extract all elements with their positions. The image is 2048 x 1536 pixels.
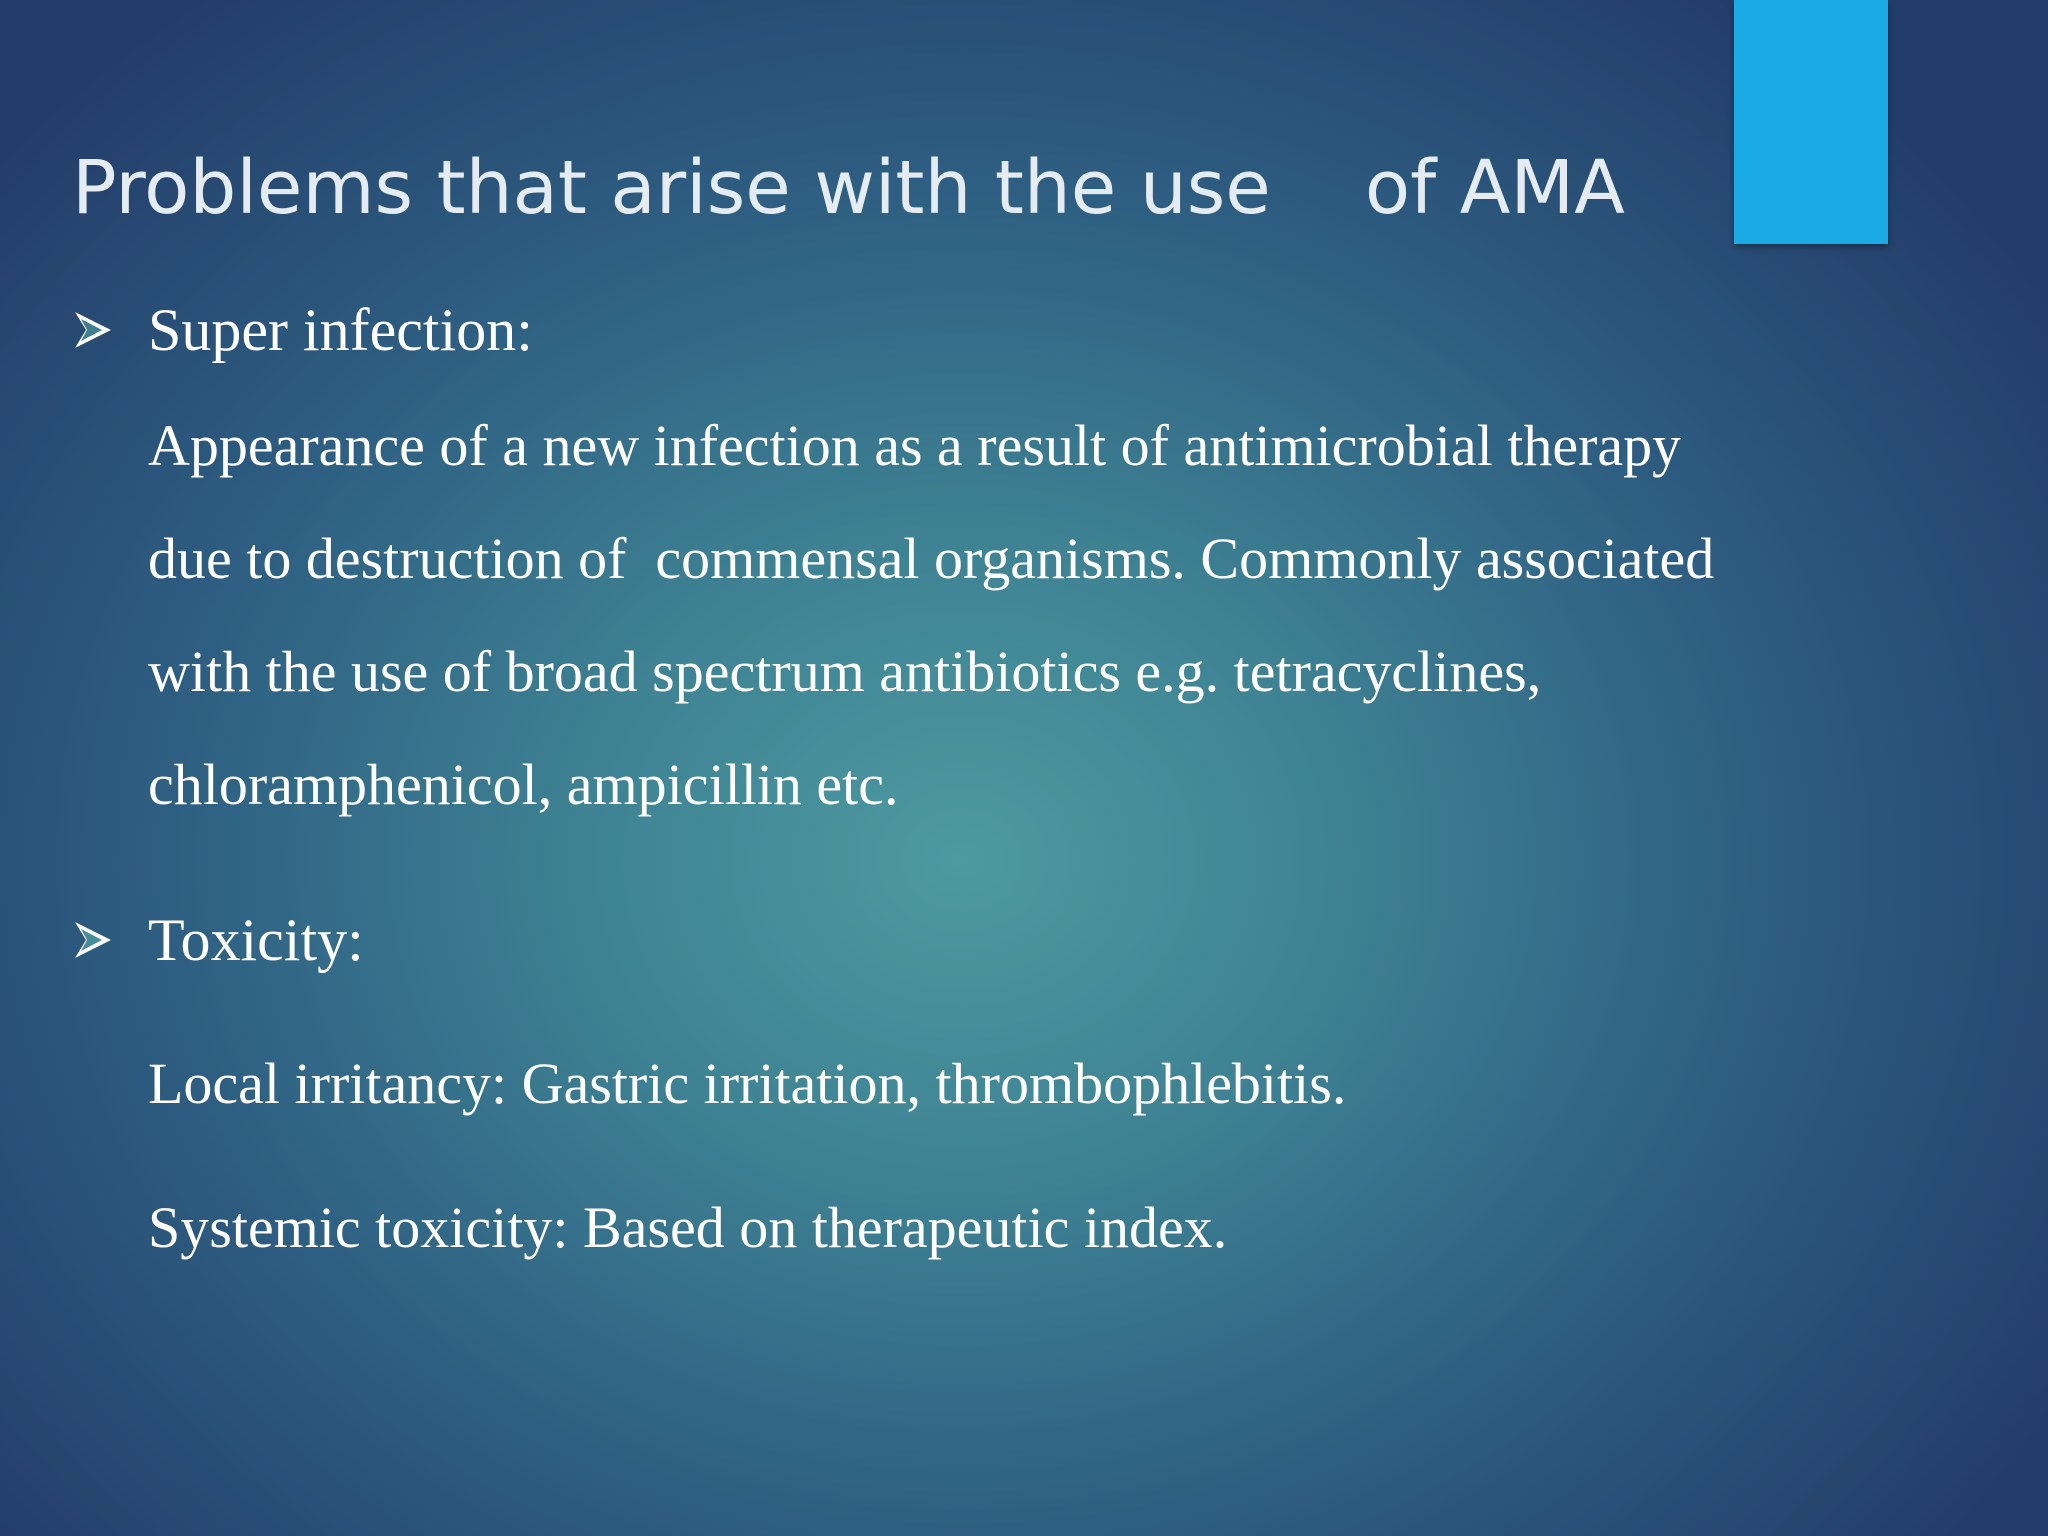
bullet-super-infection: [72, 290, 533, 370]
section-heading: Super infection:: [148, 297, 533, 363]
slide-title: Problems that arise with the use of AMA: [72, 145, 1625, 231]
arrowhead-bullet-icon: [72, 919, 148, 961]
accent-bar: [1734, 0, 1888, 244]
body-line: Local irritancy: Gastric irritation, thrombophlebitis.: [148, 1051, 1347, 1116]
body-line: Appearance of a new infection as a result of antimicrobial therapy: [148, 413, 1682, 478]
body-line: due to destruction of commensal organisms. Commonly associated: [148, 526, 1715, 591]
body-line: chloramphenicol, ampicillin etc.: [148, 752, 899, 817]
bullet-toxicity: [72, 900, 364, 980]
body-line: Systemic toxicity: Based on therapeutic index.: [148, 1195, 1228, 1260]
body-line: with the use of broad spectrum antibiotics e.g. tetracyclines,: [148, 639, 1542, 704]
section-heading: Toxicity:: [148, 907, 364, 973]
arrowhead-bullet-icon: [72, 309, 148, 351]
